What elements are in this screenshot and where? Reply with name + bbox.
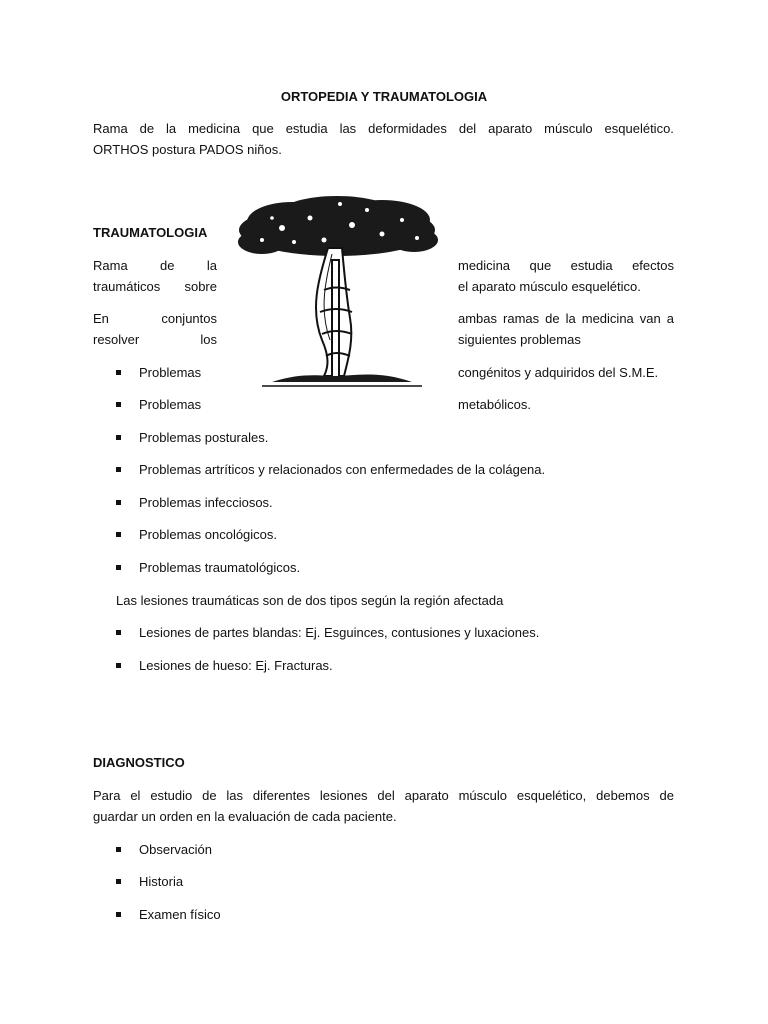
word: esquelético, [516, 788, 587, 803]
word: deformidades [368, 121, 447, 136]
list-item: Historia [139, 874, 184, 889]
p2-right-line-1 [458, 310, 674, 328]
word: medicina [581, 311, 634, 326]
word: de [160, 258, 175, 273]
bullet-icon [116, 370, 121, 375]
list-item: Lesiones de hueso: Ej. Fracturas. [139, 658, 333, 673]
word: del [458, 121, 477, 136]
list-item-continued: congénitos y adquiridos del S.M.E. [458, 365, 659, 380]
lesiones-intro: Las lesiones traumáticas son de dos tipos según la región afectada [116, 593, 504, 608]
p1-right-line-2: el aparato músculo esquelético. [458, 279, 641, 294]
bullet-icon [116, 467, 121, 472]
list-item: Problemas infecciosos. [139, 495, 273, 510]
diagnostico-line-1 [93, 787, 674, 805]
word: la [166, 121, 177, 136]
word: Rama [93, 258, 128, 273]
bullet-icon [116, 532, 121, 537]
word: En [93, 311, 109, 326]
word: los [200, 332, 217, 347]
word: Rama [93, 121, 128, 136]
word: las [339, 121, 357, 136]
word: aparato [404, 788, 449, 803]
p1-left-line-2 [93, 278, 217, 296]
bullet-icon [116, 565, 121, 570]
bullet-icon [116, 847, 121, 852]
p2-left-line-2 [93, 331, 217, 349]
word: que [252, 121, 274, 136]
word: de [659, 788, 674, 803]
word: Para [93, 788, 121, 803]
word: efectos [632, 258, 674, 273]
list-item: Lesiones de partes blandas: Ej. Esguinces, contusiones y luxaciones. [139, 625, 540, 640]
word: de [202, 788, 217, 803]
word: traumáticos [93, 279, 161, 294]
p1-right-line-1 [458, 257, 674, 275]
word: sobre [184, 279, 217, 294]
bullet-icon [116, 630, 121, 635]
word: ambas [458, 311, 498, 326]
list-item: Examen físico [139, 907, 221, 922]
traumatologia-heading: TRAUMATOLOGIA [93, 225, 208, 240]
word: van [639, 311, 661, 326]
bullet-icon [116, 663, 121, 668]
list-item: Problemas artríticos y relacionados con enfermedades de la colágena. [139, 462, 546, 477]
word: la [565, 311, 576, 326]
word: músculo [458, 788, 508, 803]
word: conjuntos [161, 311, 217, 326]
list-item: Observación [139, 842, 212, 857]
bullet-icon [116, 402, 121, 407]
diagnostico-line-2: guardar un orden en la evaluación de cada paciente. [93, 809, 397, 824]
word: las [226, 788, 244, 803]
p2-right-line-2: siguientes problemas [458, 332, 581, 347]
word: aparato [488, 121, 533, 136]
bullet-icon [116, 435, 121, 440]
word: el [130, 788, 141, 803]
word: de [139, 121, 155, 136]
word: esquelético. [604, 121, 674, 136]
list-item: Problemas [139, 397, 202, 412]
word: estudio [150, 788, 193, 803]
word: a [666, 311, 674, 326]
p2-left-line-1 [93, 310, 217, 328]
word: medicina [188, 121, 241, 136]
p1-left-line-1 [93, 257, 217, 275]
intro-line-2: ORTHOS postura PADOS niños. [93, 142, 282, 157]
word: estudia [285, 121, 328, 136]
list-item: Problemas [139, 365, 202, 380]
list-item: Problemas posturales. [139, 430, 269, 445]
word: que [529, 258, 552, 273]
page-title: ORTOPEDIA Y TRAUMATOLOGIA [280, 89, 488, 104]
word: debemos [596, 788, 650, 803]
word: la [206, 258, 217, 273]
word: estudia [570, 258, 613, 273]
word: de [545, 311, 560, 326]
word: lesiones [319, 788, 368, 803]
bullet-icon [116, 912, 121, 917]
list-item: Problemas traumatológicos. [139, 560, 301, 575]
word: del [377, 788, 395, 803]
word: medicina [458, 258, 511, 273]
word: músculo [544, 121, 593, 136]
bullet-icon [116, 879, 121, 884]
word: diferentes [252, 788, 310, 803]
orthopedic-tree-illustration [232, 190, 442, 400]
bullet-icon [116, 500, 121, 505]
intro-line-1 [93, 120, 674, 138]
list-item: Problemas oncológicos. [139, 527, 278, 542]
word: resolver [93, 332, 140, 347]
word: ramas [503, 311, 540, 326]
list-item-continued: metabólicos. [458, 397, 531, 412]
diagnostico-heading: DIAGNOSTICO [93, 755, 185, 770]
